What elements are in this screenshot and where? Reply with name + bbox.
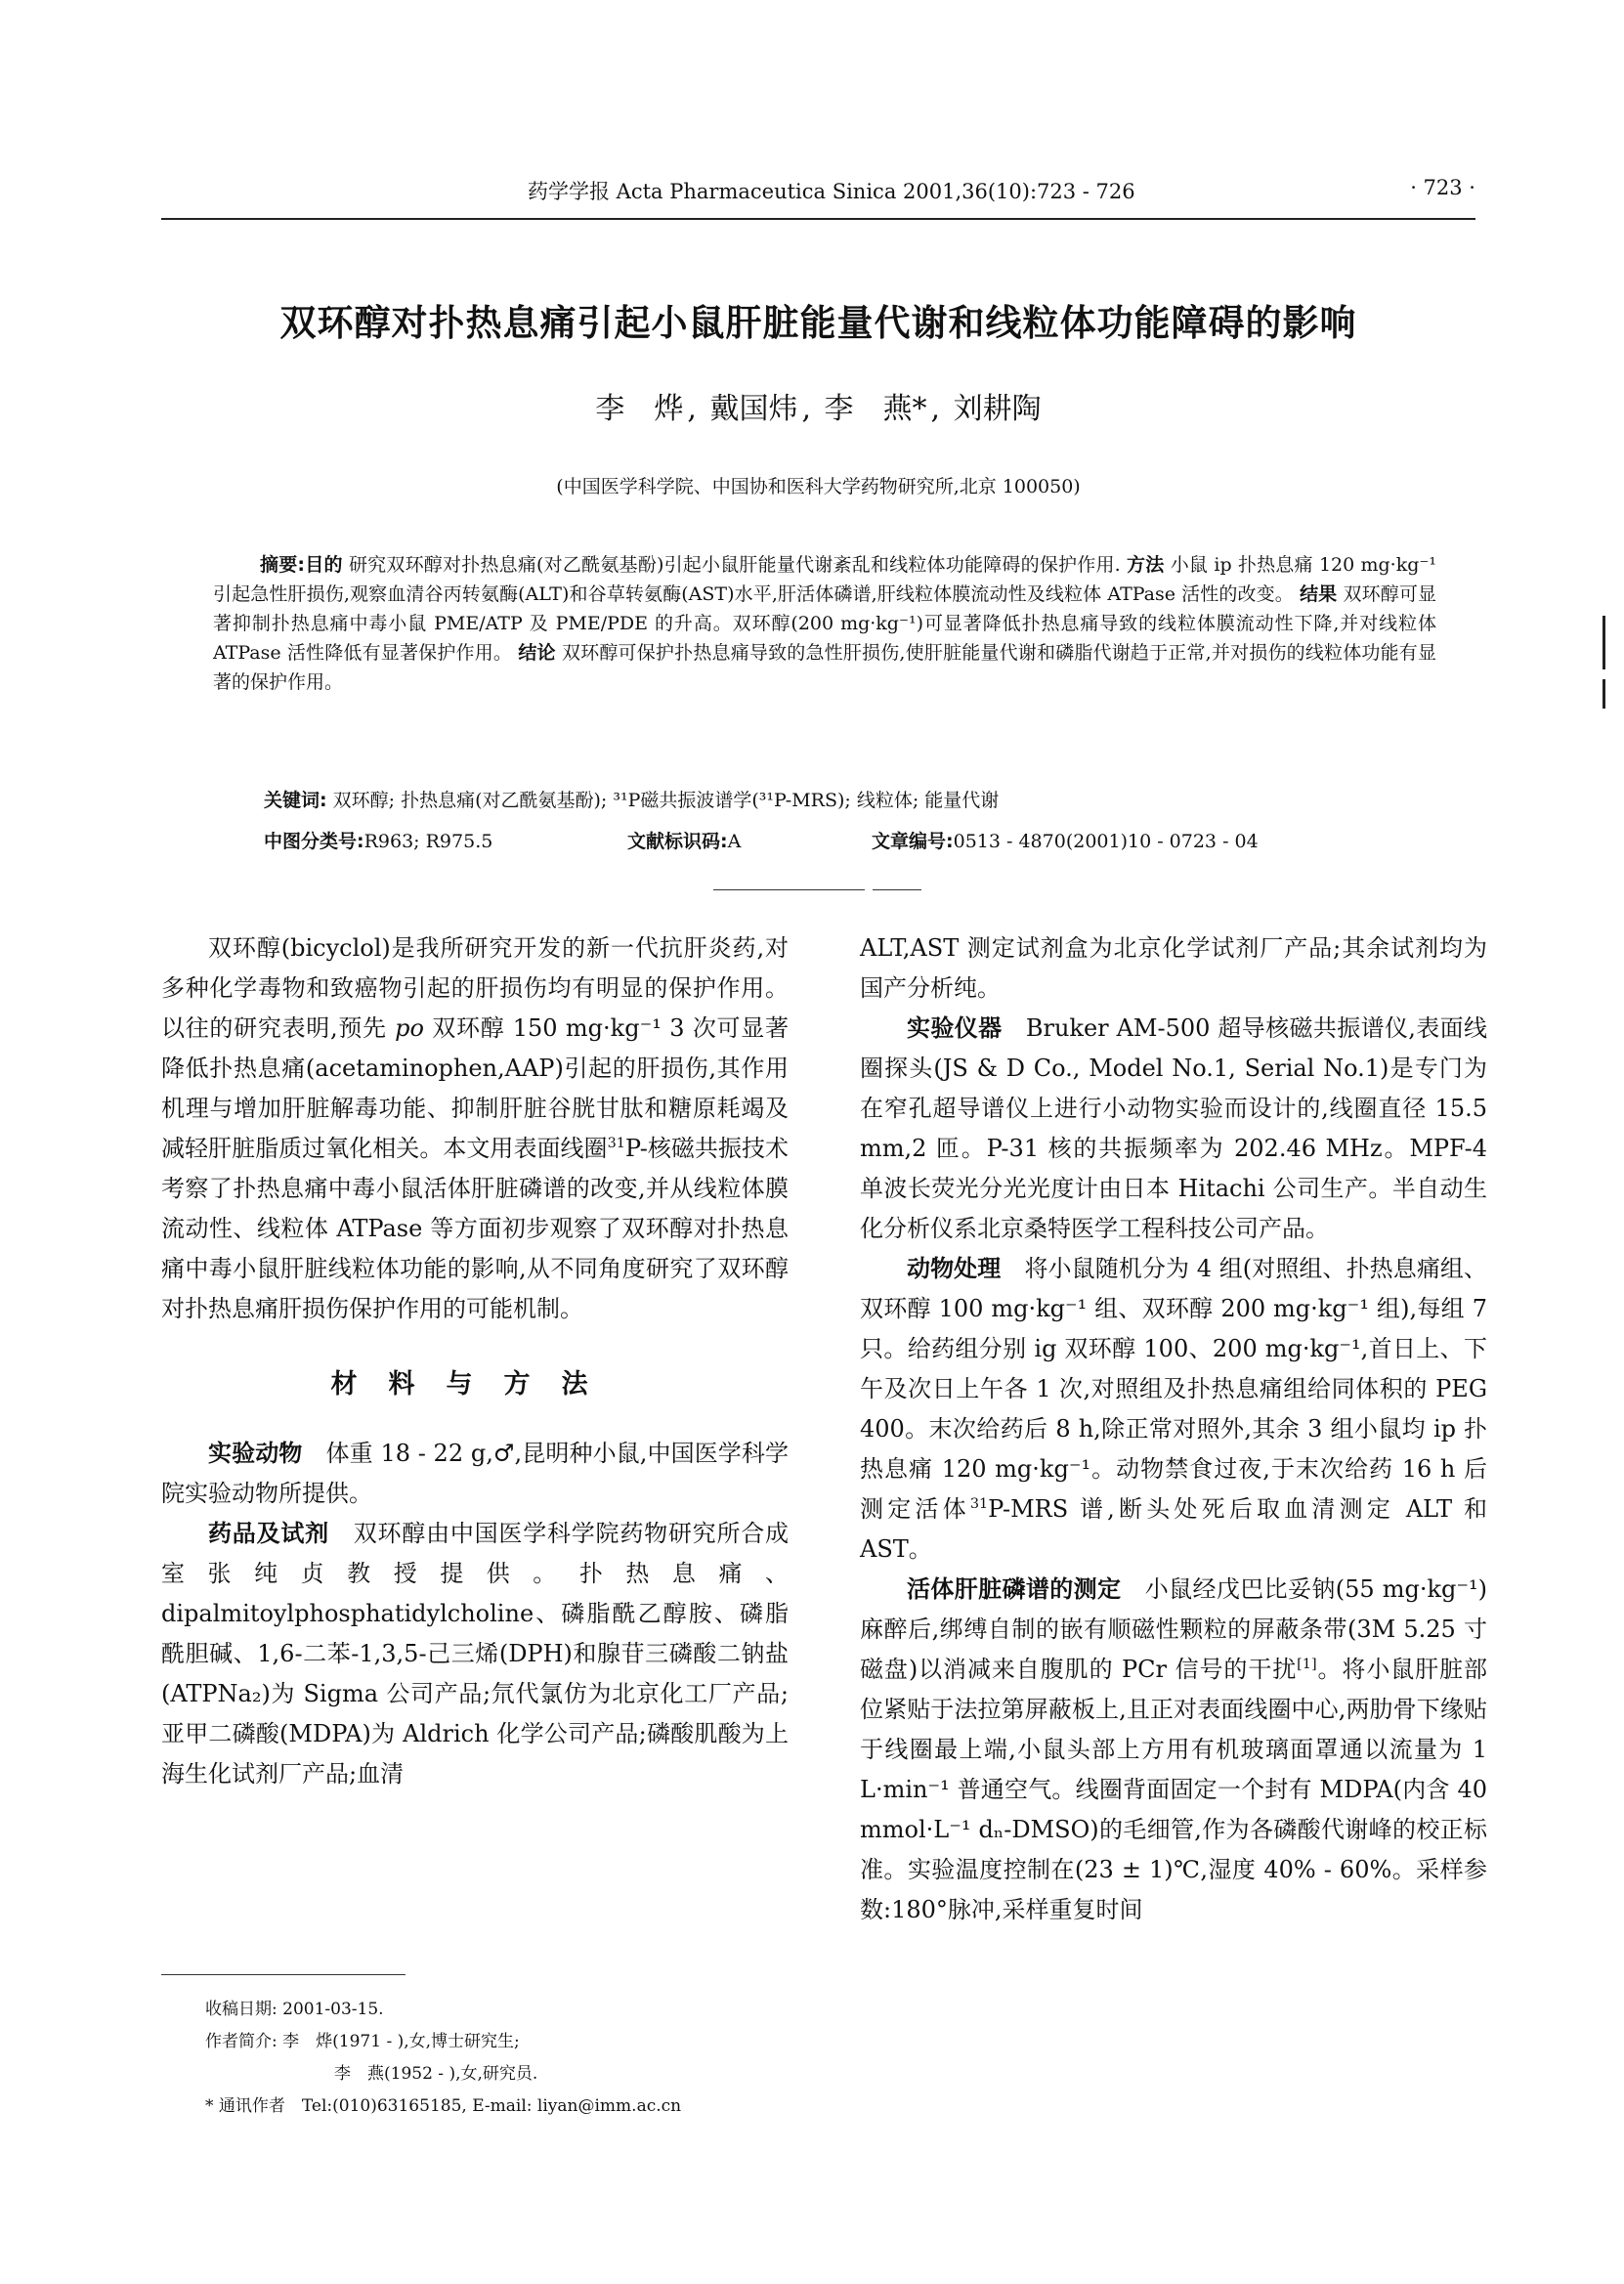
citation-ref: [1]: [1297, 1657, 1317, 1672]
methods-label: 方法: [1126, 554, 1165, 576]
journal-citation: 药学学报 Acta Pharmaceutica Sinica 2001,36(10):723 - 726: [528, 180, 1135, 203]
left-column: [161, 928, 789, 1794]
margin-mark: [1603, 616, 1605, 669]
footnotes: [205, 1994, 791, 2123]
intro-paragraph: 双环醇(bicyclol)是我所研究开发的新一代抗肝炎药,对多种化学毒物和致癌物引起的肝损伤均有明显的保护作用。以往的研究表明,预先 po 双环醇 150 mg·kg⁻¹ 3 次可显著降低扑热息痛(acetaminophen,AAP)引起的肝损伤,其作用机理与增加肝脏解毒功能、抑制肝脏谷胱甘肽和糖原耗竭及减轻肝脏脂质过氧化相关。本文用表面线圈$^{31}$P-核磁共振技术考察了扑热息痛中毒小鼠活体肝脏磷谱的改变,并从线粒体膜流动性、线粒体 ATPase 等方面初步观察了双环醇对扑热息痛中毒小鼠肝脏线粒体功能的影响,从不同角度研究了双环醇对扑热息痛肝损伤保护作用的可能机制。: [161, 934, 789, 1322]
footnote-rule: [161, 1974, 406, 1975]
affiliation: (中国医学科学院、中国协和医科大学药物研究所,北京 100050): [556, 476, 1081, 497]
author-bio-2: 李 燕(1952 - ),女,研究员.: [334, 2064, 538, 2084]
abstract-label: 摘要:目的: [260, 554, 343, 576]
spectrum-paragraph: 活体肝脏磷谱的测定 小鼠经戊巴比妥钠(55 mg·kg⁻¹)麻醉后,绑缚自制的嵌有顺磁性颗粒的屏蔽条带(3M 5.25 寸磁盘)以消减来自腹肌的 PCr 信号的干扰[1]。将小鼠肝脏部位紧贴于法拉第屏蔽板上,且正对表面线圈中心,两肋骨下缘贴于线圈最上端,小鼠头部上方用有机玻璃面罩通以流量为 1 L·min⁻¹ 普通空气。线圈背面固定一个封有 MDPA(内含 40 mmol·L⁻¹ dₙ-DMSO)的毛细管,作为各磷酸代谢峰的校正标准。实验温度控制在(23 ± 1)℃,湿度 40% - 60%。采样参数:180°脉冲,采样重复时间: [860, 1575, 1488, 1923]
clc-number: 中图分类号:R963; R975.5: [264, 831, 493, 852]
keywords-text: 双环醇; 扑热息痛(对乙酰氨基酚); ³¹P磁共振波谱学(³¹P-MRS); 线粒体; 能量代谢: [332, 790, 1000, 811]
header-rule: [161, 218, 1475, 220]
document-code: 文献标识码:A: [627, 831, 742, 852]
author-3: 李 燕*: [824, 392, 927, 426]
keywords: [264, 786, 1436, 815]
drugs-paragraph: 药品及试剂 双环醇由中国医学科学院药物研究所合成室张纯贞教授提供。扑热息痛、dipalmitoylphosphatidylcholine、磷脂酰乙醇胺、磷脂酰胆碱、1,6-二苯-1,3,5-己三烯(DPH)和腺苷三磷酸二钠盐(ATPNa₂)为 Sigma 公司产品;氘代氯仿为北京化工厂产品;亚甲二磷酸(MDPA)为 Aldrich 化学公司产品;磷酸肌酸为上海生化试剂厂产品;血清: [161, 1520, 790, 1788]
abstract-results: 双环醇可显著抑制扑热息痛中毒小鼠 PME/ATP 及 PME/PDE 的升高。双环醇(200 mg·kg⁻¹)可显著降低扑热息痛导致的线粒体膜流动性下降,并对线粒体 ATPase 活性降低有显著保护作用。: [213, 583, 1436, 664]
instruments-paragraph: 实验仪器 Bruker AM-500 超导核磁共振谱仪,表面线圈探头(JS & D Co., Model No.1, Serial No.1)是专门为在窄孔超导谱仪上进行小动物实验而设计的,线圈直径 15.5 mm,2 匝。P-31 核的共振频率为 202.46 MHz。MPF-4 单波长荧光分光光度计由日本 Hitachi 公司生产。半自动生化分析仪系北京桑特医学工程科技公司产品。: [860, 1014, 1488, 1242]
author-2: 戴国炜: [709, 392, 798, 426]
section-divider-short: [873, 889, 921, 890]
keywords-label: 关键词:: [264, 790, 327, 811]
classification-line: [264, 827, 1436, 853]
article-number: 文章编号:0513 - 4870(2001)10 - 0723 - 04: [872, 831, 1259, 852]
author-4: 刘耕陶: [953, 392, 1042, 426]
animals-paragraph: 实验动物 体重 18 - 22 g,♂,昆明种小鼠,中国医学科学院实验动物所提供。: [161, 1440, 790, 1507]
abstract-body: [213, 550, 1436, 697]
right-column: [860, 928, 1487, 1930]
treatment-paragraph: 动物处理 将小鼠随机分为 4 组(对照组、扑热息痛组、双环醇 100 mg·kg⁻¹ 组、双环醇 200 mg·kg⁻¹ 组),每组 7 只。给药组分别 ig 双环醇 100、200 mg·kg⁻¹,首日上、下午及次日上午各 1 次,对照组及扑热息痛组给同体积的 PEG 400。末次给药后 8 h,除正常对照外,其余 3 组小鼠均 ip 扑热息痛 120 mg·kg⁻¹。动物禁食过夜,于末次给药 16 h 后测定活体$^{31}$P-MRS 谱,断头处死后取血清测定 ALT 和 AST。: [860, 1255, 1488, 1563]
author-list: 李 烨 , 戴国炜 , 李 燕* , 刘耕陶: [595, 392, 1042, 426]
article-title: 双环醇对扑热息痛引起小鼠肝脏能量代谢和线粒体功能障碍的影响: [279, 302, 1357, 344]
abstract: [213, 550, 1436, 697]
results-label: 结果: [1300, 583, 1338, 605]
corresponding-author: * 通讯作者 Tel:(010)63165185, E-mail: liyan@imm.ac.cn: [205, 2096, 682, 2116]
margin-mark: [1603, 679, 1605, 709]
author-1: 李 烨: [595, 392, 684, 426]
section-heading: 材料与方法: [330, 1369, 620, 1400]
conclusion-label: 结论: [518, 642, 556, 664]
received-date: 收稿日期: 2001-03-15.: [205, 2000, 384, 2019]
page-number: · 723 ·: [1410, 176, 1475, 199]
running-header: [161, 176, 1475, 217]
reagents-continuation: ALT,AST 测定试剂盒为北京化学试剂厂产品;其余试剂均为国产分析纯。: [860, 934, 1487, 1002]
abstract-methods: 小鼠 ip 扑热息痛 120 mg·kg⁻¹ 引起急性肝损伤,观察血清谷丙转氨酶(ALT)和谷草转氨酶(AST)水平,肝活体磷谱,肝线粒体膜流动性及线粒体 ATPase 活性的改变。: [213, 554, 1437, 605]
author-bio-1: 作者简介: 李 烨(1971 - ),女,博士研究生;: [205, 2032, 520, 2051]
section-divider: [713, 889, 865, 890]
abstract-conclusion: 双环醇可保护扑热息痛导致的急性肝损伤,使肝脏能量代谢和磷脂代谢趋于正常,并对损伤的线粒体功能有显著的保护作用。: [213, 642, 1436, 693]
abstract-objective: 研究双环醇对扑热息痛(对乙酰氨基酚)引起小鼠肝能量代谢紊乱和线粒体功能障碍的保护作用.: [348, 554, 1121, 576]
